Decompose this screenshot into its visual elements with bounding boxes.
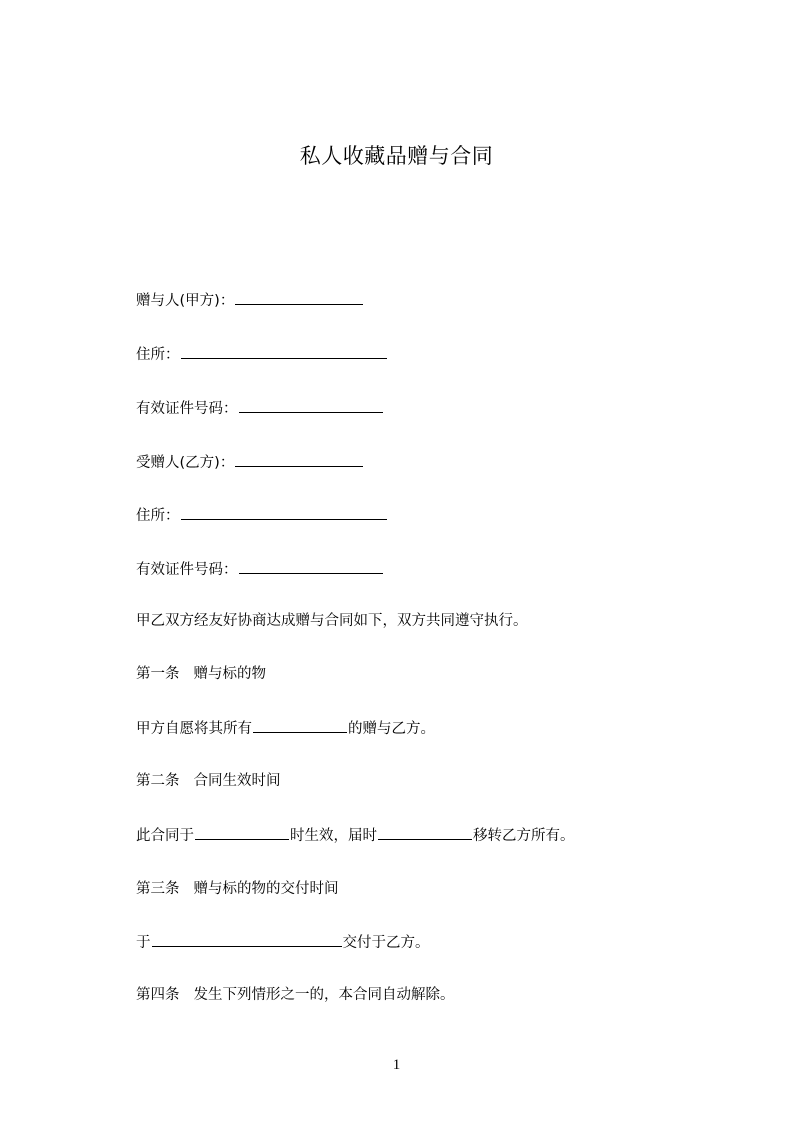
article-3-heading bbox=[136, 879, 339, 899]
article-2-heading bbox=[136, 771, 281, 791]
donee-address-label: 住所： bbox=[136, 508, 180, 524]
document-title: 私人收藏品赠与合同 bbox=[299, 144, 494, 168]
article-2-text-before: 此合同于 bbox=[136, 828, 194, 844]
article-4-title: 发生下列情形之一的，本合同自动解除。 bbox=[193, 987, 455, 1003]
delivery-time-blank[interactable] bbox=[152, 932, 342, 947]
effective-time-blank[interactable] bbox=[195, 825, 289, 840]
article-1-number: 第一条 bbox=[136, 666, 180, 682]
article-1-text-before: 甲方自愿将其所有 bbox=[136, 721, 252, 737]
donee-address-blank[interactable] bbox=[181, 505, 387, 520]
donee-id-label: 有效证件号码： bbox=[136, 562, 238, 578]
gift-item-blank[interactable] bbox=[253, 718, 347, 733]
donee-label: 受赠人(乙方)： bbox=[136, 455, 235, 471]
donee-address-field bbox=[136, 505, 388, 526]
preamble: 甲乙双方经友好协商达成赠与合同如下，双方共同遵守执行。 bbox=[136, 613, 528, 629]
article-2-body bbox=[136, 825, 575, 846]
donor-address-label: 住所： bbox=[136, 347, 180, 363]
donee-id-blank[interactable] bbox=[239, 559, 383, 574]
article-1-body bbox=[136, 718, 435, 739]
article-4-number: 第四条 bbox=[136, 987, 180, 1003]
article-4-heading bbox=[136, 985, 455, 1005]
article-1-title: 赠与标的物 bbox=[193, 666, 266, 682]
article-2-text-middle: 时生效，届时 bbox=[290, 828, 377, 844]
donee-field bbox=[136, 452, 364, 473]
donee-id-field bbox=[136, 559, 384, 580]
article-3-body bbox=[136, 932, 430, 953]
article-1-text-after: 的赠与乙方。 bbox=[348, 721, 435, 737]
article-1-heading bbox=[136, 664, 266, 684]
donor-blank[interactable] bbox=[235, 290, 363, 305]
donor-id-label: 有效证件号码： bbox=[136, 401, 238, 417]
article-3-text-before: 于 bbox=[136, 935, 151, 951]
donor-address-field bbox=[136, 344, 388, 365]
article-3-title: 赠与标的物的交付时间 bbox=[193, 881, 339, 897]
article-2-text-after: 移转乙方所有。 bbox=[473, 828, 575, 844]
donor-id-blank[interactable] bbox=[239, 398, 383, 413]
donee-blank[interactable] bbox=[235, 452, 363, 467]
transfer-time-blank[interactable] bbox=[378, 825, 472, 840]
article-3-text-after: 交付于乙方。 bbox=[342, 935, 430, 951]
donor-id-field bbox=[136, 398, 384, 419]
donor-field bbox=[136, 290, 364, 311]
article-2-number: 第二条 bbox=[136, 773, 180, 789]
donor-address-blank[interactable] bbox=[181, 344, 387, 359]
article-2-title: 合同生效时间 bbox=[193, 773, 281, 789]
page-number: 1 bbox=[392, 1057, 401, 1073]
article-3-number: 第三条 bbox=[136, 881, 180, 897]
donor-label: 赠与人(甲方)： bbox=[136, 293, 235, 309]
